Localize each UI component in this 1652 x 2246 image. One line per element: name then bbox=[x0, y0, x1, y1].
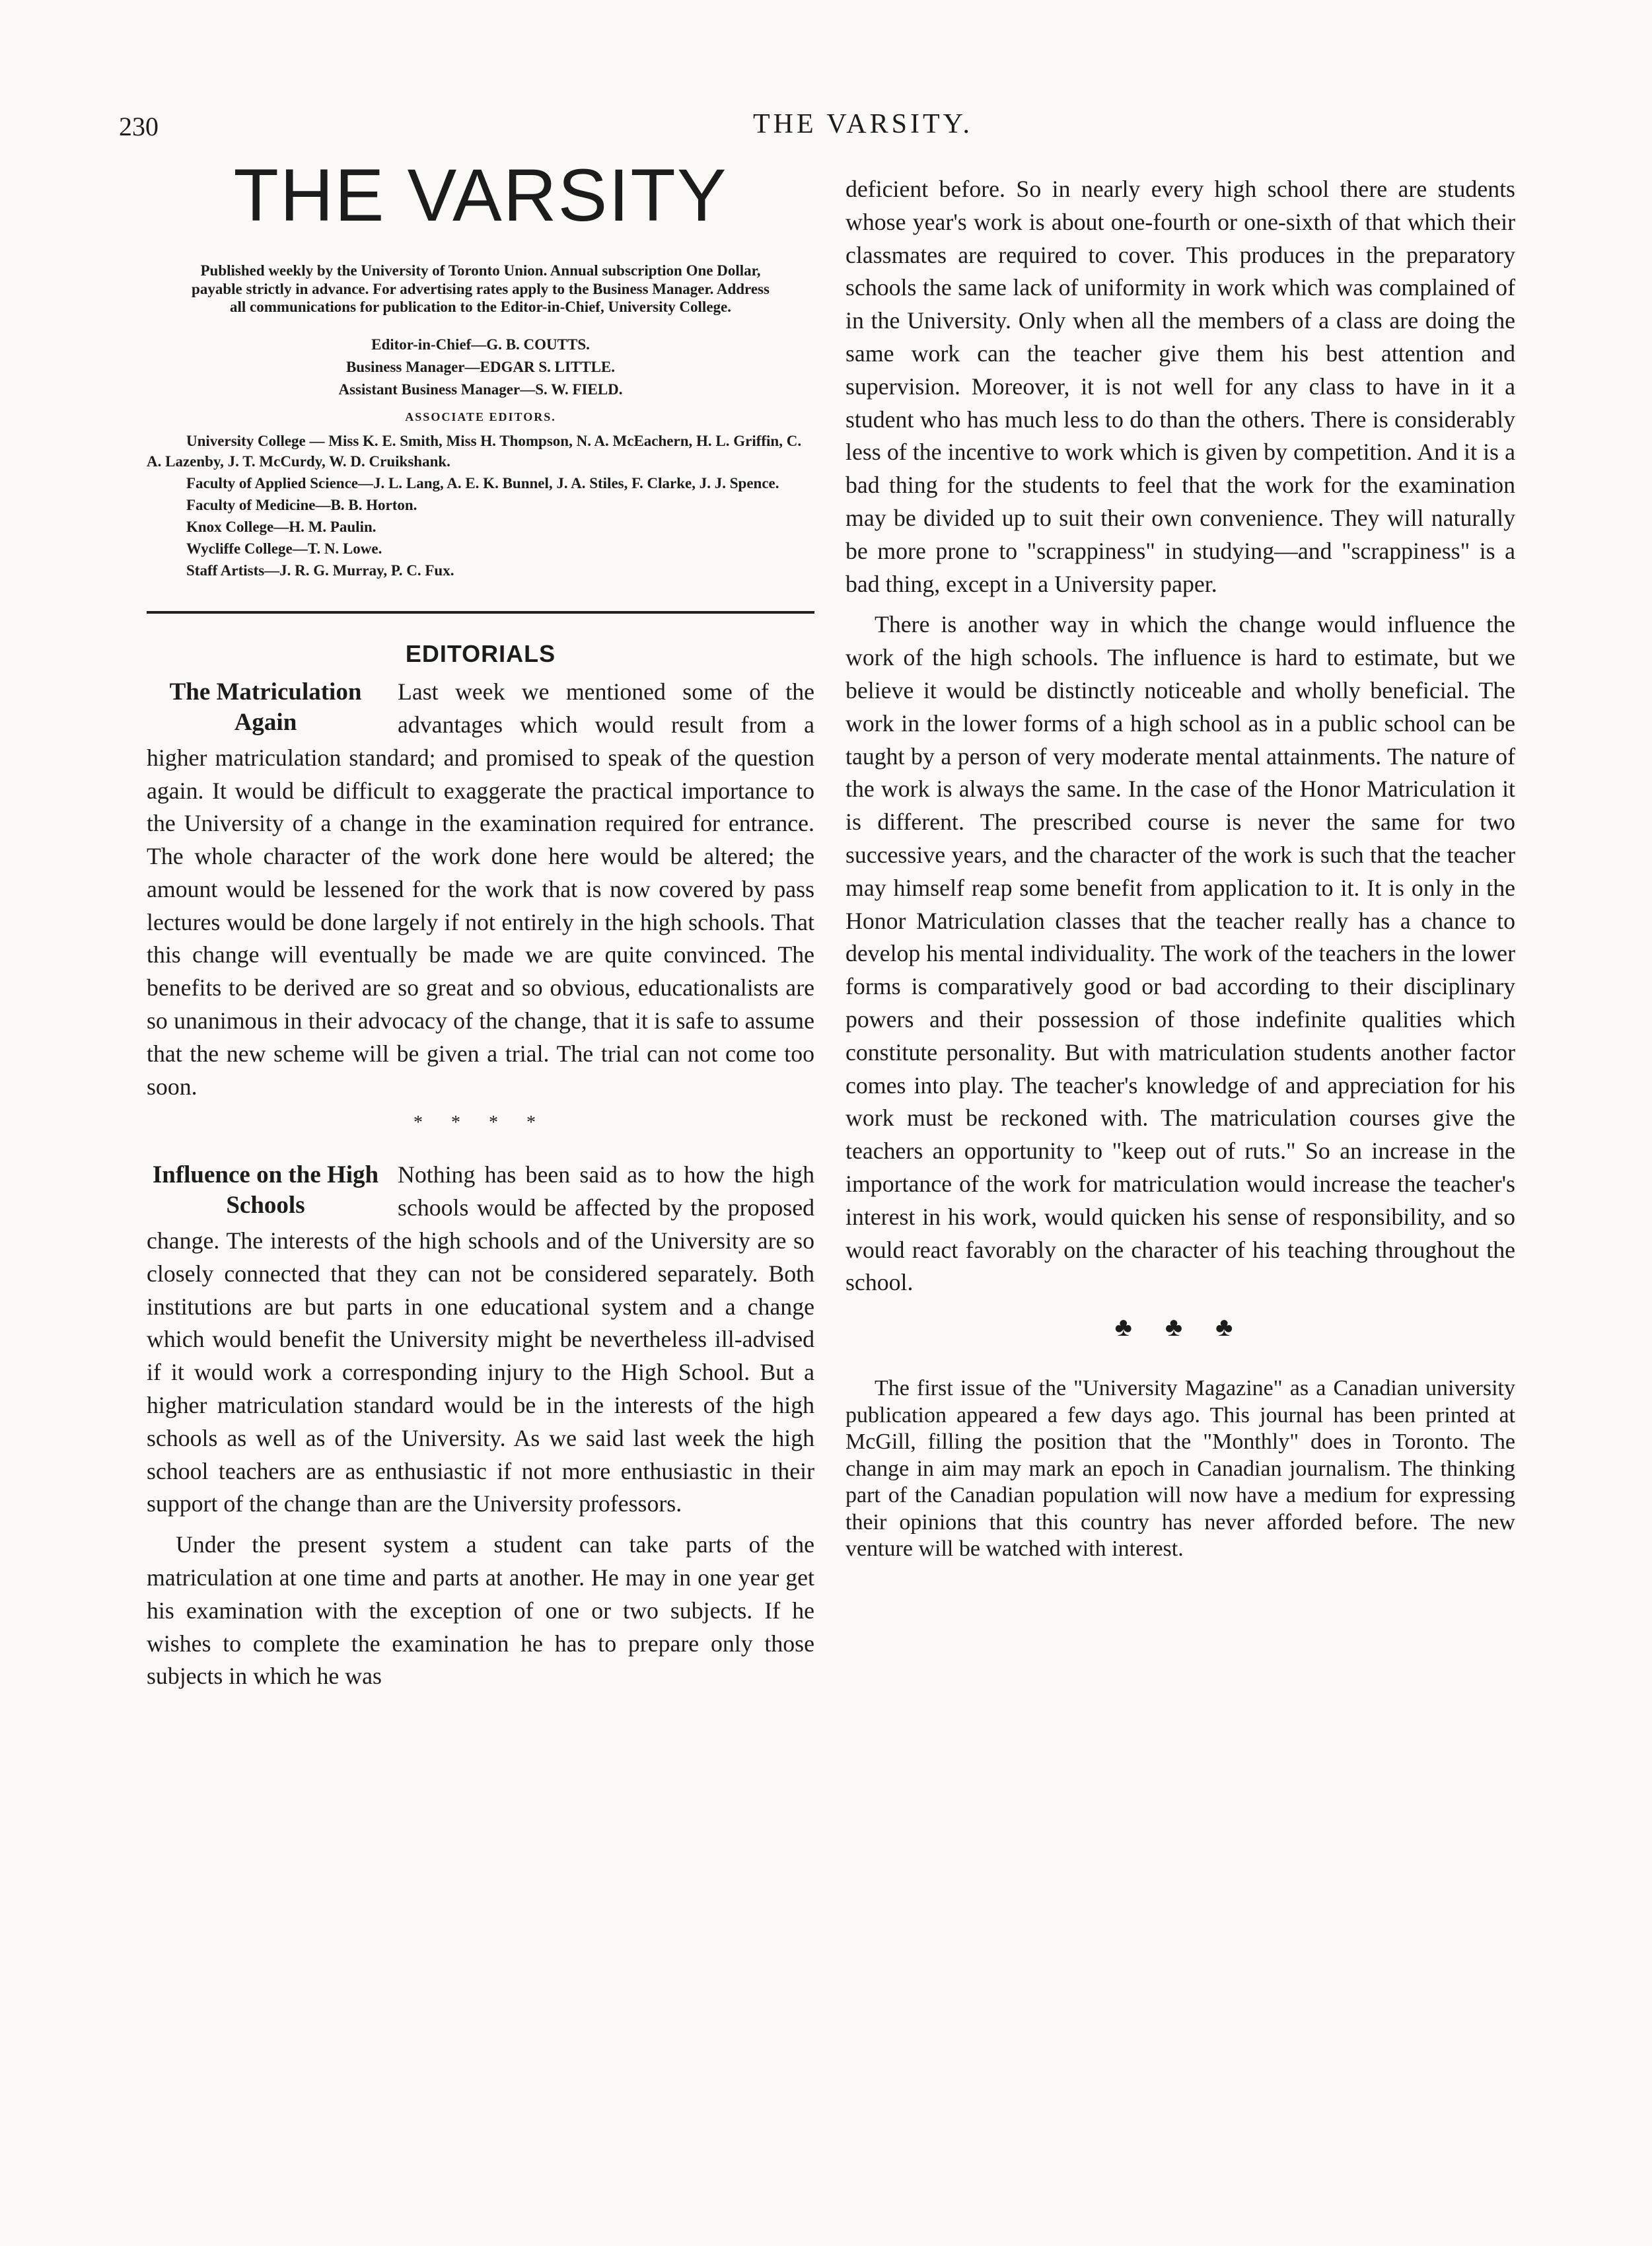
editorials-heading: EDITORIALS bbox=[405, 640, 556, 668]
present-system-text: Under the present system a student can take parts of the matriculation at one time and parts at another. He may in one year get his examination with the exception of one or two subjects. If he wishes to complete the examination he has to prepare only those subjects in which he was bbox=[147, 1531, 814, 1690]
left-column bbox=[147, 154, 814, 1701]
magazine-note: The first issue of the "University Magazine" as a Canadian university publication appeared a few days ago. This journal has been printed at McGill, filling the position that the "Monthly" does in Toronto. The change in aim may mark an epoch in Canadian journalism. The thinking part of the Canadian population will now have a medium for expressing their opinions that this country has never afforded before. The new venture will be watched with interest. bbox=[845, 1376, 1515, 1562]
matriculation-text: Last week we mentioned some of the advantages which would result from a higher matriculation standard; and promised to speak of the question again. It would be difficult to exaggerate the practical importance to the University of a change in the examination required for entrance. The whole character of the work done here would be altered; the amount would be lessened for the work that is now covered by pass lectures would be done largely if not entirely in the high schools. That this change will eventually be made we are quite convinced. The benefits to be derived are so great and so obvious, educationalists are so unanimous in their advocacy of the change, that it is safe to assume that the new scheme will be given a trial. The trial can not come too soon. bbox=[147, 678, 814, 1100]
editorial-continuation bbox=[845, 173, 1515, 1299]
page-number: 230 bbox=[119, 112, 159, 141]
another-way-text: There is another way in which the change would influence the work of the high schools. The influence is hard to estimate, but we believe it would be distinctly noticeable and wholly beneficial. The work in the lower forms of a high school as in a public school can be taught by a person of very moderate mental attainments. The nature of the work is always the same. In the case of the Honor Matriculation it is different. The prescribed course is never the same for two successive years, and the character of the work is such that the teacher may himself reap some benefit from application to it. It is only in the Honor Matriculation classes that the teacher really has a chance to develop his mental individuality. The work of the teachers in the lower forms is comparatively good or bad according to their disciplinary powers and their possession of those indefinite qualities which constitute personality. But with matriculation students another factor comes into play. The teacher's knowledge of and appreciation for his work must be reckoned with. The matriculation courses give the teachers an opportunity to "keep out of ruts." So an increase in the importance of the work for matriculation would increase the teacher's interest in his work, would quicken his sense of responsibility, and so would react favorably on the character of his teaching throughout the school. bbox=[845, 611, 1515, 1296]
editorial-matriculation bbox=[147, 676, 814, 1103]
assistant-business-manager: Assistant Business Manager—S. W. FIELD. bbox=[338, 380, 623, 398]
associate-editor-line: Faculty of Medicine—B. B. Horton. bbox=[186, 496, 417, 513]
side-head-high-schools: Influence on the High Schools bbox=[152, 1161, 379, 1219]
associate-editor-line: Wycliffe College—T. N. Lowe. bbox=[186, 540, 382, 558]
editor-in-chief: Editor-in-Chief—G. B. COUTTS. bbox=[371, 336, 590, 353]
right-column bbox=[845, 173, 1515, 1563]
section-separator: * * * * bbox=[413, 1112, 548, 1134]
masthead-rule bbox=[147, 611, 814, 614]
associate-editor-line: Staff Artists—J. R. G. Murray, P. C. Fux. bbox=[186, 562, 454, 579]
associate-editors-heading: ASSOCIATE EDITORS. bbox=[405, 410, 556, 423]
continued-text: deficient before. So in nearly every high school there are students whose year's work is about one-fourth or one-sixth of that which their classmates are required to cover. This produces in the preparatory schools the same lack of uniformity in work which was complained of in the University. Only when all the members of a class are doing the same work can the teacher give them his best attention and supervision. Moreover, it is not well for any class to have in it a student who has much less to do than the others. There is considerably less of the incentive to work which is given by competition. And it is a bad thing for the students to feel that the work for the examination may be divided up to suit their own convenience. They will naturally be more prone to "scrappiness" in studying—and "scrappiness" is a bad thing, except in a University paper. bbox=[845, 176, 1515, 597]
masthead bbox=[147, 154, 814, 581]
associate-editor-line: Knox College—H. M. Paulin. bbox=[186, 518, 377, 535]
high-schools-text: Nothing has been said as to how the high schools would be affected by the proposed change. The interests of the high schools and of the University are so closely connected that they can not be considered separately. Both institutions are but parts in one educational system and a change which would benefit the University might be nevertheless ill-advised if it would work a corresponding injury to the High School. But a higher matriculation standard would be in the interests of the high schools as well as of the University. As we said last week the high school teachers are as enthusiastic if not more enthusiastic in their support of the change than are the University professors. bbox=[147, 1161, 814, 1517]
associate-editor-line: University College — Miss K. E. Smith, Miss H. Thompson, N. A. McEachern, H. L. Griffin, C. A. Lazenby, J. T. McCurdy, W. D. Cruikshank. bbox=[147, 432, 802, 470]
side-head-matriculation: The Matriculation Again bbox=[169, 678, 362, 737]
ornament-separator: ♣ ♣ ♣ bbox=[1114, 1312, 1246, 1342]
masthead-title: THE VARSITY bbox=[233, 154, 728, 236]
editorial-high-schools bbox=[147, 1159, 814, 1693]
business-manager: Business Manager—EDGAR S. LITTLE. bbox=[345, 358, 616, 375]
running-head: THE VARSITY. bbox=[753, 109, 974, 139]
associate-editor-line: Faculty of Applied Science—J. L. Lang, A. E. K. Bunnel, J. A. Stiles, F. Clarke, J. J. Spence. bbox=[186, 474, 779, 491]
publication-info: Published weekly by the University of Toronto Union. Annual subscription One Dollar, payable strictly in advance. For advertising rates apply to the Business Manager. Address all communications for publication to the Editor-in-Chief, University College. bbox=[192, 262, 770, 316]
